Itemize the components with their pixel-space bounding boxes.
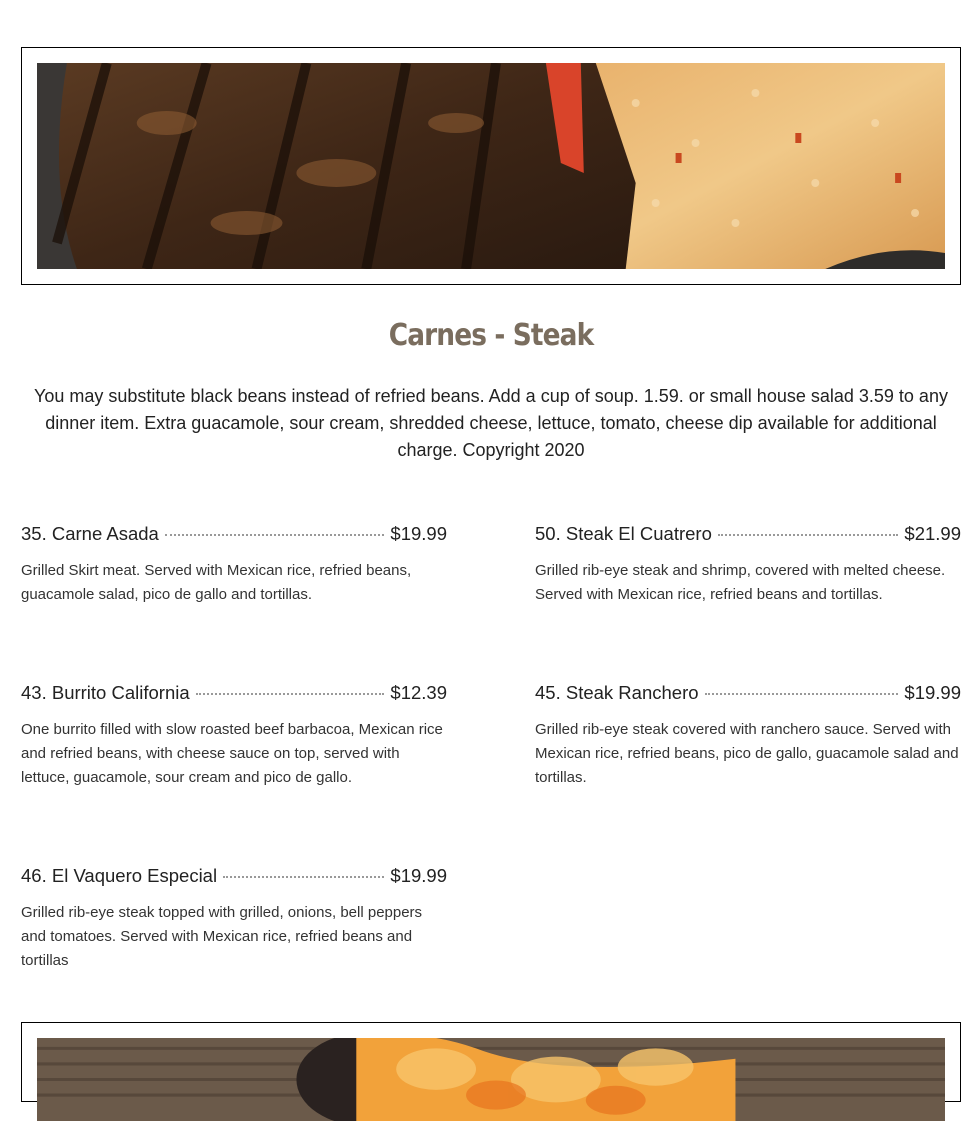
section-title: Carnes - Steak xyxy=(388,318,594,353)
item-name: 50. Steak El Cuatrero xyxy=(535,523,712,544)
item-price: $21.99 xyxy=(904,523,961,544)
steak-photo xyxy=(37,63,945,269)
item-description: Grilled rib-eye steak topped with grilled, onions, bell peppers and tomatoes. Served with Mexican rice, refried beans and tortillas xyxy=(21,904,423,969)
item-price: $19.99 xyxy=(390,523,447,544)
item-name: 35. Carne Asada xyxy=(21,523,159,544)
section-note: You may substitute black beans instead of refried beans. Add a cup of soup. 1.59. or small house salad 3.59 to any dinner item. Extra guacamole, sour cream, shredded cheese, lettuce, tomato, cheese dip available for additional charge. Copyright 2020 xyxy=(34,386,948,460)
dot-leader xyxy=(705,693,899,695)
shrimp-photo xyxy=(37,1038,945,1121)
item-price: $12.39 xyxy=(390,682,447,703)
item-description: Grilled rib-eye steak covered with ranchero sauce. Served with Mexican rice, refried beans, pico de gallo, guacamole salad and tortillas. xyxy=(535,721,959,786)
item-description: One burrito filled with slow roasted beef barbacoa, Mexican rice and refried beans, with cheese sauce on top, served with lettuce, guacamole, sour cream and pico de gallo. xyxy=(21,721,443,786)
steak-banner xyxy=(21,47,961,285)
item-description: Grilled Skirt meat. Served with Mexican rice, refried beans, guacamole salad, pico de gallo and tortillas. xyxy=(21,562,412,603)
item-name: 46. El Vaquero Especial xyxy=(21,865,218,886)
dot-leader xyxy=(196,693,385,695)
menu-item-burrito-california xyxy=(21,682,447,790)
menu-item-el-vaquero-especial xyxy=(21,865,447,973)
dot-leader xyxy=(223,876,384,878)
menu-item-carne-asada xyxy=(21,523,447,607)
menu-item-steak-el-cuatrero xyxy=(535,523,961,607)
shrimp-banner xyxy=(21,1022,961,1102)
item-description: Grilled rib-eye steak and shrimp, covered with melted cheese. Served with Mexican rice, refried beans and tortillas. xyxy=(535,562,946,603)
item-name: 43. Burrito California xyxy=(21,682,190,703)
item-price: $19.99 xyxy=(904,682,961,703)
dot-leader xyxy=(718,534,899,536)
item-price: $19.99 xyxy=(390,865,447,886)
dot-leader xyxy=(165,534,385,536)
menu-item-steak-ranchero xyxy=(535,682,961,790)
item-name: 45. Steak Ranchero xyxy=(535,682,699,703)
